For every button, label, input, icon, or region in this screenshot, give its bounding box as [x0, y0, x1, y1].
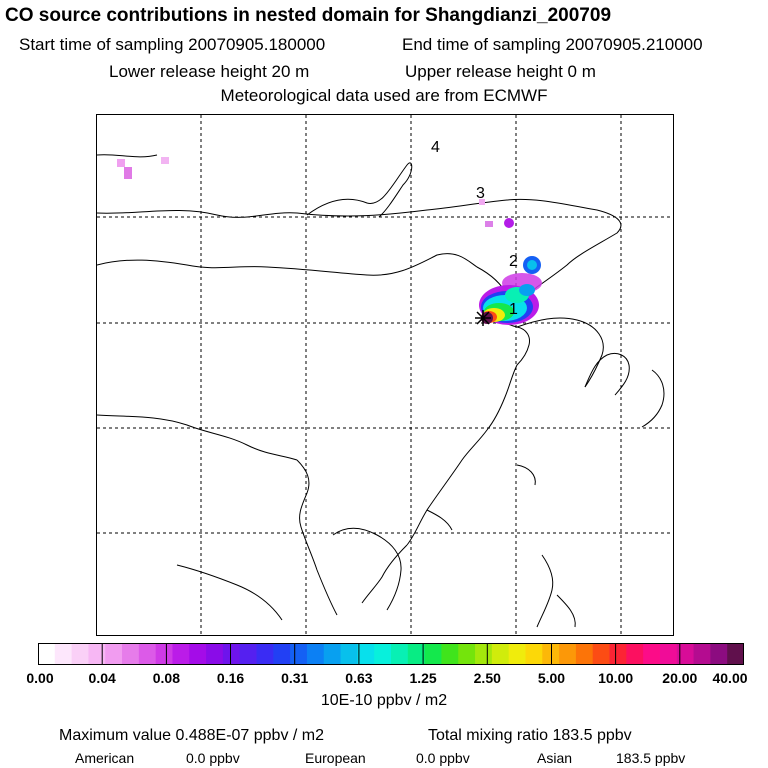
colorbar-swatch	[189, 643, 206, 665]
colorbar-swatch	[290, 643, 307, 665]
colorbar-swatch	[727, 643, 744, 665]
colorbar-tick-label: 0.63	[345, 670, 373, 686]
colorbar-swatch	[475, 643, 492, 665]
colorbar-swatch	[307, 643, 324, 665]
colorbar-swatch	[72, 643, 89, 665]
concentration-cell	[485, 221, 493, 227]
colorbar-swatch	[156, 643, 173, 665]
colorbar-swatch	[324, 643, 341, 665]
colorbar-swatch	[509, 643, 526, 665]
colorbar-tick-label: 0.00	[26, 670, 54, 686]
asterisk-marker	[475, 310, 491, 326]
colorbar-swatch	[643, 643, 660, 665]
concentration-cell	[504, 218, 514, 228]
colorbar-units: 10E-10 ppbv / m2	[320, 692, 448, 709]
colorbar-swatch	[273, 643, 290, 665]
concentration-field	[117, 157, 542, 325]
concentration-cell	[124, 167, 132, 179]
colorbar-tick-label: 0.31	[281, 670, 309, 686]
colorbar-swatch	[223, 643, 240, 665]
colorbar	[38, 643, 744, 665]
american-label: American	[75, 750, 135, 766]
colorbar-swatch	[458, 643, 475, 665]
colorbar-tick-label: 1.25	[409, 670, 437, 686]
colorbar-swatch	[55, 643, 72, 665]
colorbar-tick-label: 0.04	[88, 670, 116, 686]
trajectory-label-1: 1	[509, 301, 518, 318]
colorbar-swatch	[357, 643, 374, 665]
meteorological-source: Meteorological data used are from ECMWF	[220, 86, 548, 105]
colorbar-swatch	[593, 643, 610, 665]
colorbar-swatch	[441, 643, 458, 665]
colorbar-swatch	[576, 643, 593, 665]
concentration-cell	[519, 284, 535, 296]
trajectory-label-3: 3	[476, 185, 485, 202]
colorbar-tick-label: 0.16	[216, 670, 245, 686]
concentration-cell	[117, 159, 125, 167]
colorbar-swatch	[660, 643, 677, 665]
colorbar-swatch	[710, 643, 727, 665]
colorbar-swatch	[240, 643, 257, 665]
colorbar-swatch	[88, 643, 105, 665]
colorbar-swatch	[257, 643, 274, 665]
colorbar-tick-label: 40.00	[712, 670, 748, 686]
asian-label: Asian	[537, 750, 573, 766]
colorbar-swatch	[341, 643, 358, 665]
total-mixing-ratio: Total mixing ratio 183.5 ppbv	[428, 727, 632, 744]
colorbar-swatch	[694, 643, 711, 665]
colorbar-swatch	[559, 643, 576, 665]
european-label: European	[305, 750, 366, 766]
colorbar-swatch	[425, 643, 442, 665]
colorbar-swatch	[391, 643, 408, 665]
map-panel	[96, 114, 674, 636]
colorbar-swatch	[626, 643, 643, 665]
end-time: End time of sampling 20070905.210000	[402, 35, 703, 54]
colorbar-tick-label: 0.08	[152, 670, 180, 686]
asian-value: 183.5 ppbv	[616, 750, 686, 766]
concentration-cell	[527, 260, 537, 270]
colorbar-ticks	[0, 670, 768, 690]
concentration-cell	[161, 157, 169, 164]
colorbar-swatch	[105, 643, 122, 665]
lower-release-height: Lower release height 20 m	[109, 62, 310, 81]
start-time: Start time of sampling 20070905.180000	[19, 35, 326, 54]
colorbar-swatch	[38, 643, 55, 665]
trajectory-label-4: 4	[431, 139, 440, 156]
colorbar-swatch	[374, 643, 391, 665]
trajectory-label-2: 2	[509, 253, 518, 270]
upper-release-height: Upper release height 0 m	[405, 62, 596, 81]
page-title: CO source contributions in nested domain for Shangdianzi_200709	[5, 5, 612, 26]
grid-lines	[97, 115, 673, 635]
colorbar-swatch	[492, 643, 509, 665]
colorbar-swatch	[542, 643, 559, 665]
colorbar-tick-label: 20.00	[662, 670, 698, 686]
colorbar-swatch	[172, 643, 189, 665]
colorbar-swatch	[525, 643, 542, 665]
colorbar-tick-label: 10.00	[598, 670, 634, 686]
colorbar-tick-label: 5.00	[537, 670, 566, 686]
map-canvas	[97, 115, 673, 635]
maximum-value: Maximum value 0.488E-07 ppbv / m2	[59, 727, 325, 744]
colorbar-swatch	[610, 643, 627, 665]
colorbar-swatch	[206, 643, 223, 665]
coastlines	[97, 155, 664, 627]
european-value: 0.0 ppbv	[416, 750, 470, 766]
colorbar-swatch	[122, 643, 139, 665]
colorbar-swatch	[139, 643, 156, 665]
colorbar-tick-label: 2.50	[473, 670, 501, 686]
american-value: 0.0 ppbv	[186, 750, 240, 766]
